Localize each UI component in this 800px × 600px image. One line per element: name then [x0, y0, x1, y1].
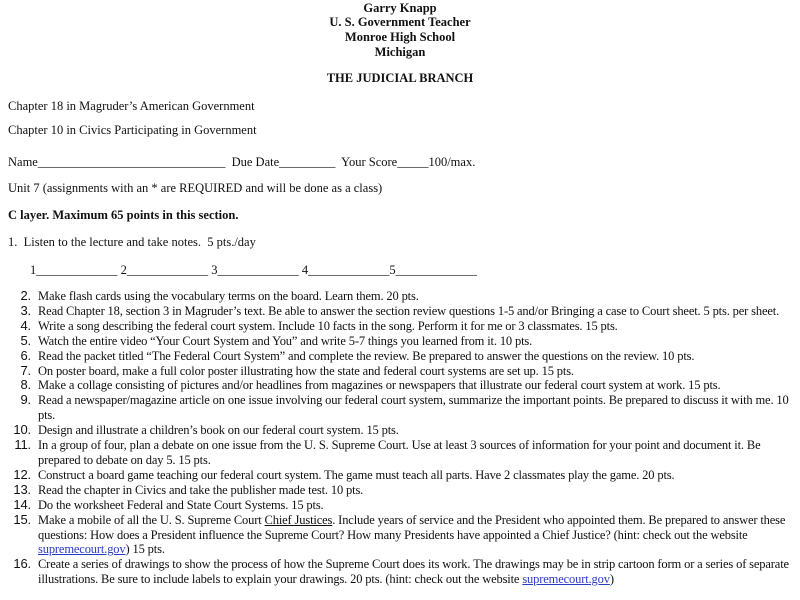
assignment-item: 12. Construct a board game teaching our federal court system. The game must teach all parts. Have 2 classmates play the game. 20 pts.	[13, 466, 675, 482]
name-due-score-line: Name______________________________ Due Date_________ Your Score_____100/max.	[8, 155, 476, 169]
author-name: Garry Knapp	[363, 1, 437, 15]
author-role: U. S. Government Teacher	[329, 15, 471, 29]
assignment-1: 1. Listen to the lecture and take notes. 5 pts./day	[8, 235, 256, 249]
assignment-list	[0, 289, 790, 587]
document-title: THE JUDICIAL BRANCH	[326, 71, 474, 85]
assignment-item: 10. Design and illustrate a children’s book on our federal court system. 15 pts.	[13, 422, 399, 438]
school-name: Monroe High School	[344, 30, 456, 44]
assignment-item: 4. Write a song describing the federal court system. Include 10 facts in the song. Perform it for me or 3 classmates. 15 pts.	[20, 317, 618, 333]
chapter-reference-1: Chapter 18 in Magruder’s American Government	[8, 99, 255, 113]
assignment-item: 6. Read the packet titled “The Federal Court System” and complete the review. Be prepared to answer the questions on the review. 10 pts.	[20, 347, 695, 363]
assignment-item: 13. Read the chapter in Civics and take the publisher made test. 10 pts.	[13, 481, 364, 497]
supremecourt-link[interactable]: supremecourt.gov	[522, 572, 610, 587]
assignment-item: 7. On poster board, make a full color poster illustrating how the state and federal court systems are set up. 15 pts.	[20, 362, 574, 378]
chapter-reference-2: Chapter 10 in Civics Participating in Government	[8, 123, 257, 137]
assignment-item: 9. Read a newspaper/magazine article on one issue involving our federal court system, summarize the important points. Be prepared to discuss it with me. 10 pts.	[20, 392, 789, 423]
section-heading: C layer. Maximum 65 points in this section.	[8, 208, 239, 222]
assignment-item: 8. Make a collage consisting of pictures and/or headlines from magazines or newspapers that illustrate our federal court system at work. 15 pts.	[20, 377, 721, 393]
assignment-item: 2. Make flash cards using the vocabulary terms on the board. Learn them. 20 pts.	[20, 288, 419, 303]
assignment-item: 11. In a group of four, plan a debate on one issue from the U. S. Supreme Court. Use at least 3 sources of information for your point and document it. Be prepared to debate on day 5. 15 pts.	[14, 437, 761, 467]
chief-justices-underlined: Chief Justices	[264, 512, 333, 527]
supremecourt-link[interactable]: supremecourt.gov	[38, 542, 126, 557]
state-name: Michigan	[374, 45, 426, 59]
assignment-item: 16. Create a series of drawings to show the process of how the Supreme Court does its work. The drawings may be in strip cartoon form or a series of separate illustrations. Be sure to include labels to explain your drawings. 20 pts. (hint: check out the website supremecourt.gov)	[13, 556, 789, 587]
unit-note: Unit 7 (assignments with an * are REQUIRED and will be done as a class)	[8, 181, 383, 195]
note-day-blanks: 1_____________ 2_____________ 3_____________ 4_____________5_____________	[30, 263, 477, 277]
assignment-item: 14. Do the worksheet Federal and State Court Systems. 15 pts.	[13, 496, 324, 512]
assignment-item: 3. Read Chapter 18, section 3 in Magruder’s text. Be able to answer the section review questions 1-5 and/or Bringing a case to Court sheet. 5 pts. per sheet.	[20, 302, 780, 318]
assignment-item: 5. Watch the entire video “Your Court System and You” and write 5-7 things you learned from it. 10 pts.	[20, 332, 533, 348]
assignment-item: 15. Make a mobile of all the U. S. Supreme Court Chief Justices. Include years of service and the President who appointed them. Be prepared to answer these questions: How does a President influence the Supreme Court? How many Presidents have appointed a Chief Justice? (hint: check out the website supremecourt.gov) 15 pts.	[13, 511, 786, 557]
